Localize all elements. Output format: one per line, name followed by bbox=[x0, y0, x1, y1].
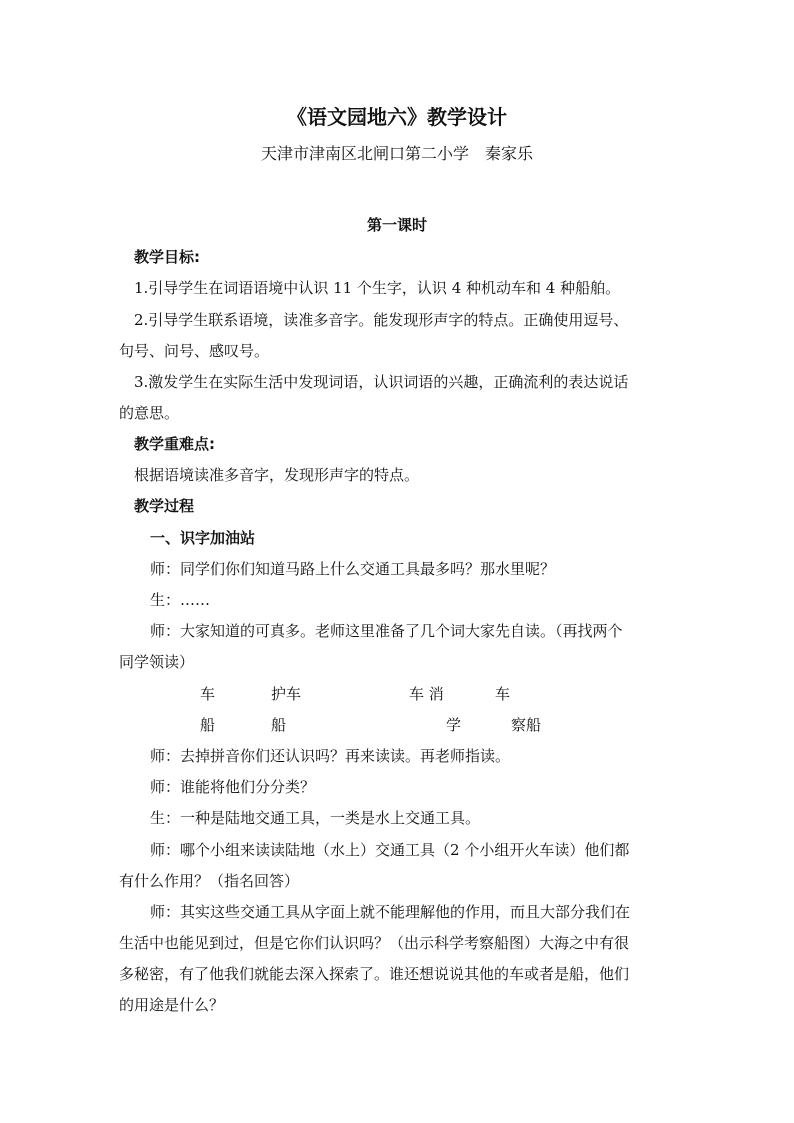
paragraph: 师：同学们你们知道马路上什么交通工具最多吗？那水里呢？ bbox=[150, 560, 556, 578]
vocab-word: 护车 bbox=[271, 685, 302, 703]
process-heading: 教学过程 bbox=[134, 497, 195, 515]
document-title: 《语文园地六》教学设计 bbox=[287, 105, 507, 129]
vocab-word: 学 bbox=[446, 716, 462, 734]
paragraph: 师：谁能将他们分分类？ bbox=[150, 778, 316, 796]
paragraph: 生：…… bbox=[150, 591, 211, 609]
vocab-word: 车 bbox=[495, 685, 511, 703]
goal-2-line-2: 句号、问号、感叹号。 bbox=[119, 342, 270, 360]
vocab-word: 车 bbox=[200, 685, 216, 703]
section-heading-1: 一、识字加油站 bbox=[150, 529, 256, 547]
goals-heading: 教学目标: bbox=[134, 248, 200, 266]
goal-3-line-1: 3.激发学生在实际生活中发现词语，认识词语的兴趣，正确流利的表达说话 bbox=[134, 373, 629, 391]
paragraph-continued: 同学领读） bbox=[119, 653, 195, 671]
paragraph-continued: 有什么作用？（指名回答） bbox=[119, 872, 300, 890]
paragraph: 师：大家知道的可真多。老师这里准备了几个词大家先自读。（再找两个 bbox=[150, 622, 623, 640]
goal-1: 1.引导学生在词语语境中认识 11 个生字，认识 4 种机动车和 4 种船舶。 bbox=[134, 279, 621, 297]
vocab-word: 车 消 bbox=[409, 685, 444, 703]
paragraph: 生：一种是陆地交通工具，一类是水上交通工具。 bbox=[150, 809, 481, 827]
paragraph-continued: 多秘密，有了他我们就能去深入探索了。谁还想说说其他的车或者是船，他们 bbox=[119, 965, 630, 983]
key-points-heading: 教学重难点: bbox=[134, 435, 215, 453]
goal-2-line-1: 2.引导学生联系语境，读准多音字。能发现形声字的特点。正确使用逗号、 bbox=[134, 311, 629, 329]
vocab-word: 船 bbox=[200, 716, 216, 734]
author-line: 天津市津南区北闸口第二小学 秦家乐 bbox=[260, 144, 533, 163]
paragraph: 师：去掉拼音你们还认识吗？再来读读。再老师指读。 bbox=[150, 747, 511, 765]
key-points-text: 根据语境读准多音字，发现形声字的特点。 bbox=[134, 466, 420, 484]
vocab-word: 船 bbox=[271, 716, 287, 734]
vocab-word: 察船 bbox=[511, 716, 542, 734]
paragraph-continued: 的用途是什么？ bbox=[119, 996, 225, 1014]
goal-3-line-2: 的意思。 bbox=[119, 404, 180, 422]
paragraph: 师：其实这些交通工具从字面上就不能理解他的作用，而且大部分我们在 bbox=[150, 903, 631, 921]
lesson-heading: 第一课时 bbox=[366, 216, 427, 234]
paragraph: 师：哪个小组来读读陆地（水上）交通工具（2 个小组开火车读）他们都 bbox=[150, 841, 630, 859]
paragraph-continued: 生活中也能见到过，但是它你们认识吗？（出示科学考察船图）大海之中有很 bbox=[119, 934, 630, 952]
